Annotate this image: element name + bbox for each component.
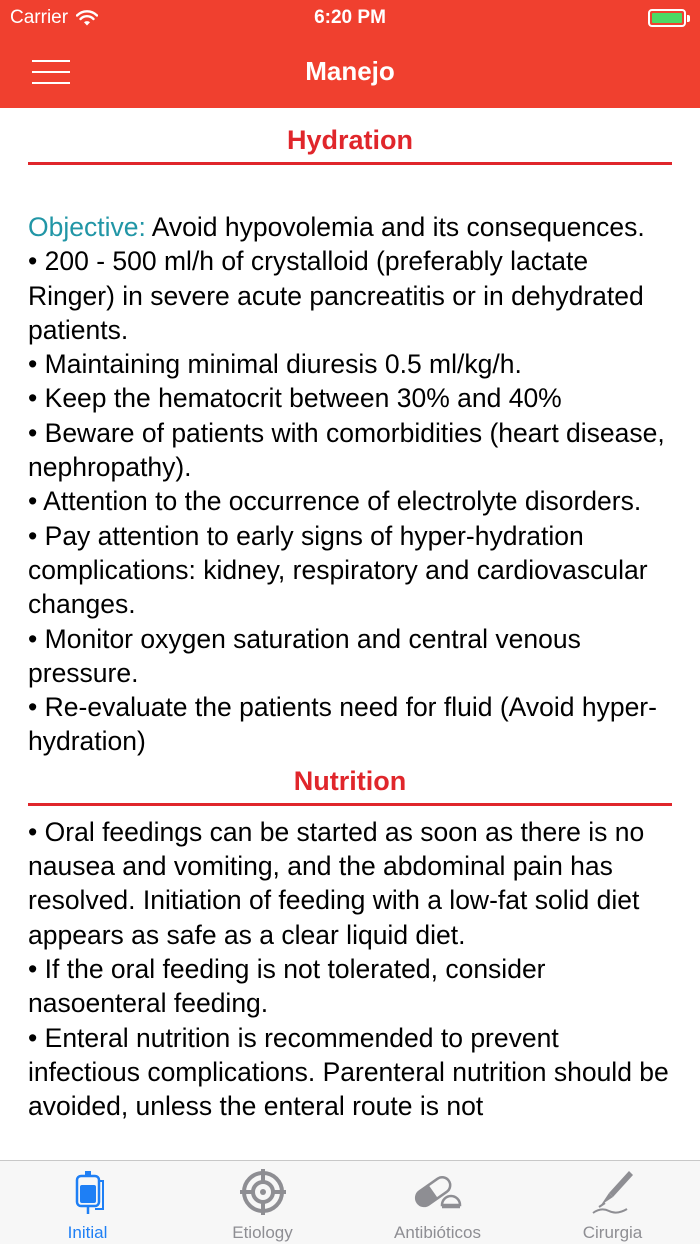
navigation-bar bbox=[0, 36, 700, 108]
carrier-label: Carrier bbox=[10, 7, 69, 28]
scalpel-icon bbox=[587, 1169, 639, 1215]
tab-bar bbox=[0, 1160, 700, 1244]
tab-cirurgia[interactable] bbox=[525, 1161, 700, 1244]
list-item: • Maintaining minimal diuresis 0.5 ml/kg/h. bbox=[28, 349, 522, 380]
list-item: • Beware of patients with comorbidities (heart disease, nephropathy). bbox=[28, 417, 665, 483]
list-item: • Re-evaluate the patients need for fluid (Avoid hyper-hydration) bbox=[28, 692, 657, 757]
tab-label: Initial bbox=[67, 1223, 108, 1242]
list-item: • Attention to the occurrence of electrolyte disorders. bbox=[28, 486, 642, 517]
list-item: • Monitor oxygen saturation and central venous pressure. bbox=[28, 623, 581, 688]
objective-text: Avoid hypovolemia and its consequences. bbox=[145, 212, 645, 242]
battery-icon bbox=[648, 9, 686, 27]
tab-label: Cirurgia bbox=[582, 1223, 643, 1242]
tab-etiology[interactable] bbox=[175, 1161, 350, 1244]
list-item: • Enteral nutrition is recommended to prevent infectious complications. Parenteral nutrition should be avoided, unless the enteral route is not bbox=[28, 1022, 669, 1122]
iv-bag-icon bbox=[62, 1169, 114, 1215]
section-title-nutrition: Nutrition bbox=[293, 765, 407, 796]
tab-label: Antibióticos bbox=[394, 1223, 481, 1242]
nutrition-text bbox=[0, 815, 700, 1124]
objective-label: Objective: bbox=[28, 212, 146, 242]
status-bar bbox=[0, 0, 700, 36]
header bbox=[0, 0, 700, 108]
tab-label: Etiology bbox=[232, 1223, 293, 1242]
list-item: • 200 - 500 ml/h of crystalloid (preferably lactate Ringer) in severe acute pancreatitis or in dehydrated patients. bbox=[28, 246, 644, 345]
status-time: 6:20 PM bbox=[314, 7, 386, 28]
nav-title: Manejo bbox=[305, 56, 395, 86]
list-item: • Keep the hematocrit between 30% and 40% bbox=[28, 383, 562, 414]
target-icon bbox=[237, 1169, 289, 1215]
list-item: • Pay attention to early signs of hyper-hydration complications: kidney, respiratory and cardiovascular changes. bbox=[28, 520, 648, 620]
section-title-hydration: Hydration bbox=[286, 125, 413, 155]
objective-paragraph bbox=[28, 210, 672, 244]
tab-antibioticos[interactable] bbox=[350, 1161, 525, 1244]
tab-initial[interactable] bbox=[0, 1161, 175, 1244]
pill-icon bbox=[412, 1169, 464, 1215]
list-item: • Oral feedings can be started as soon as there is no nausea and vomiting, and the abdominal pain has resolved. Initiation of feeding with a low-fat solid diet appears as safe as a clear liquid diet. bbox=[28, 816, 645, 950]
hydration-text bbox=[0, 210, 700, 759]
content-scroll[interactable] bbox=[0, 108, 700, 1160]
list-item: • If the oral feeding is not tolerated, consider nasoenteral feeding. bbox=[28, 953, 546, 1019]
